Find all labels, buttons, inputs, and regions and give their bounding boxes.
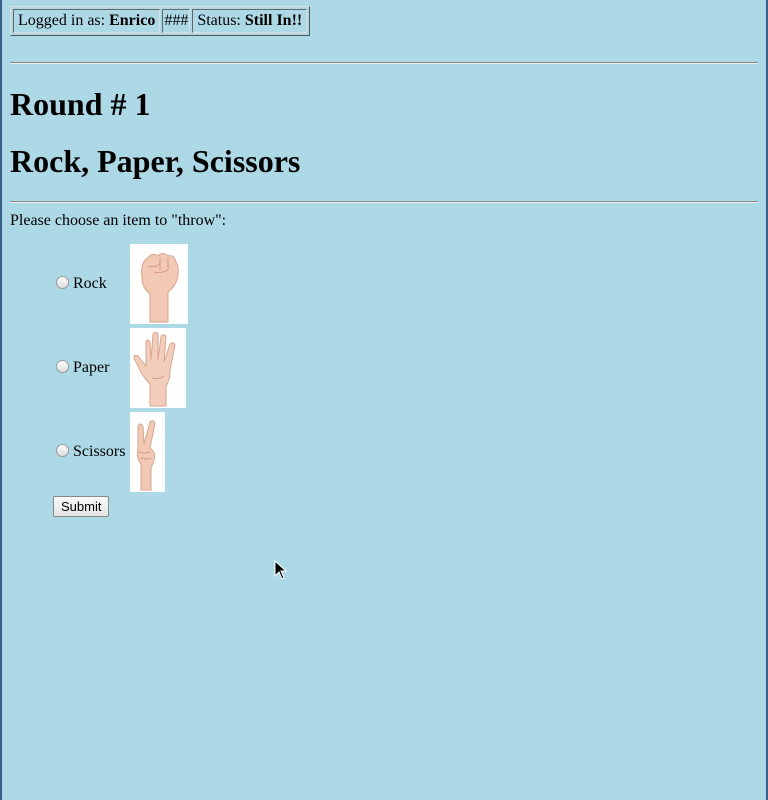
rock-radio[interactable] [56, 276, 69, 289]
scissors-label[interactable]: Scissors [73, 443, 126, 460]
paper-radio[interactable] [56, 360, 69, 373]
logged-in-prefix: Logged in as: [18, 12, 110, 29]
game-title: Rock, Paper, Scissors [10, 143, 301, 179]
choice-row-paper[interactable] [53, 328, 188, 408]
submit-button[interactable]: Submit [53, 496, 109, 517]
status-cell [192, 9, 307, 33]
username: Enrico [109, 12, 156, 29]
status-value: Still In!! [244, 12, 303, 29]
rock-fist-image [130, 244, 188, 324]
rock-label[interactable]: Rock [73, 275, 107, 292]
paper-open-palm-image [130, 328, 186, 408]
separator-cell: ### [162, 9, 190, 33]
mouse-cursor-icon [274, 560, 288, 580]
throw-form [10, 240, 758, 517]
choice-prompt: Please choose an item to "throw": [10, 212, 227, 229]
status-bar [10, 6, 310, 36]
divider-top [10, 62, 758, 64]
scissors-peace-sign-image [130, 412, 165, 492]
choice-row-rock[interactable] [53, 244, 188, 324]
scissors-radio[interactable] [56, 444, 69, 457]
round-title: Round # 1 [10, 86, 151, 122]
status-prefix: Status: [197, 12, 245, 29]
choice-row-scissors[interactable] [53, 412, 188, 492]
divider-middle [10, 201, 758, 203]
paper-label[interactable]: Paper [73, 359, 110, 376]
logged-in-cell [13, 9, 160, 33]
choices-table [53, 240, 188, 496]
